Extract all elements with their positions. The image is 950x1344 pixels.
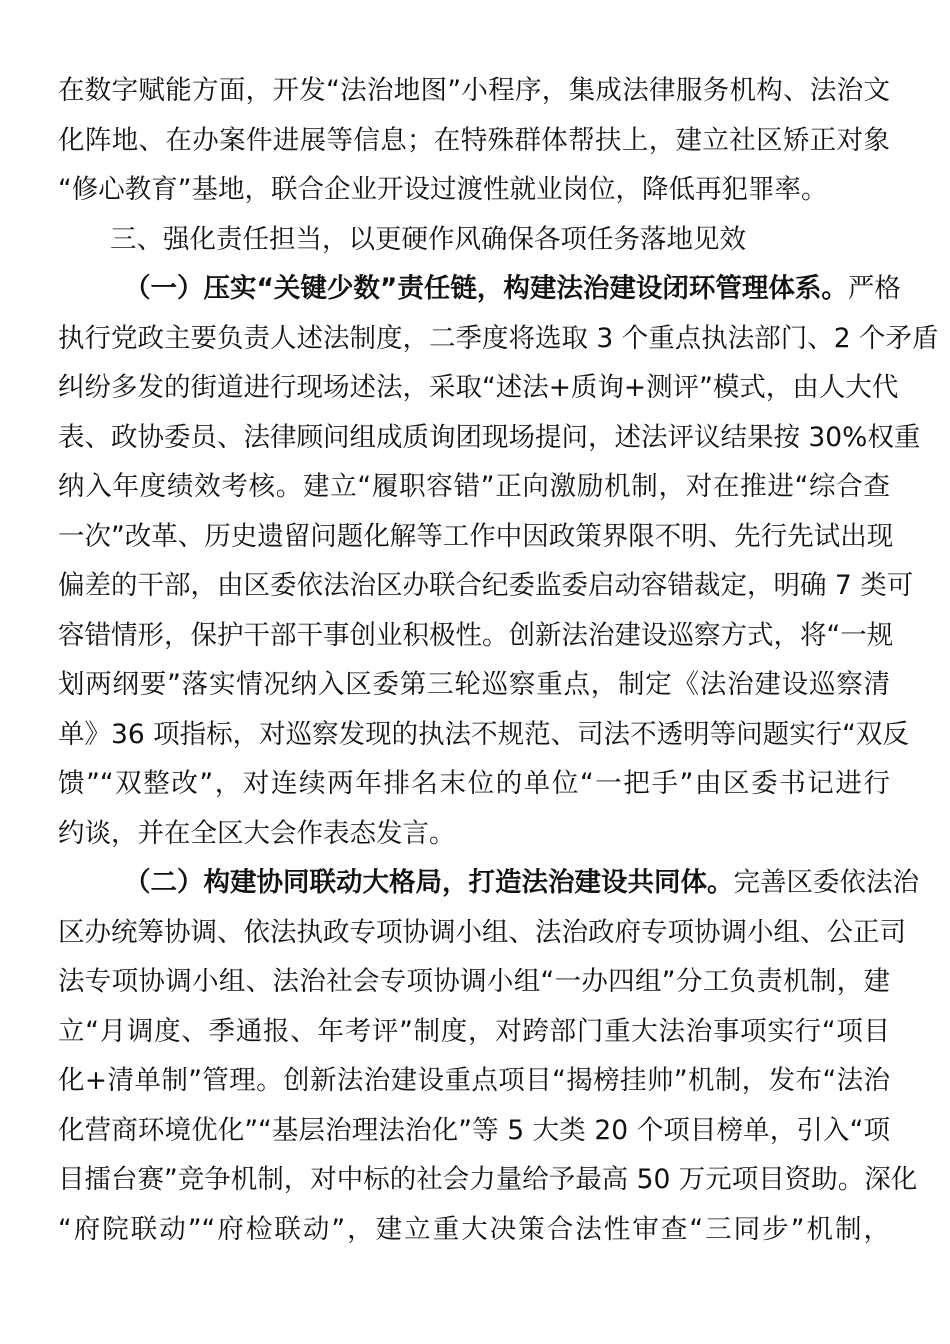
body-line: 划两纲要”落实情况纳入区委第三轮巡察重点，制定《法治建设巡察清 <box>58 669 890 700</box>
body-line: 立“月调度、季通报、年考评”制度，对跨部门重大法治事项实行“项目 <box>58 1015 890 1047</box>
body-line: 目擂台赛”竞争机制，对中标的社会力量给予最高 50 万元项目资助。深化 <box>58 1164 918 1195</box>
body-line: 化阵地、在办案件进展等信息；在特殊群体帮扶上，建立社区矫正对象 <box>58 124 890 156</box>
body-line: 单》36 项指标，对巡察发现的执法不规范、司法不透明等问题实行“双反 <box>58 718 909 750</box>
body-line: 纠纷多发的街道进行现场述法，采取“述法+质询+测评”模式，由人大代 <box>58 372 899 403</box>
subsection-line <box>58 264 901 314</box>
body-line: 馈”“双整改”，对连续两年排名末位的单位“一把手”由区委书记进行 <box>58 768 890 799</box>
body-line: 在数字赋能方面，开发“法治地图”小程序，集成法律服务机构、法治文 <box>58 75 890 106</box>
body-line: 容错情形，保护干部干事创业积极性。创新法治建设巡察方式，将“一规 <box>58 619 894 651</box>
subsection-line <box>58 858 919 908</box>
body-line: 执行党政主要负责人述法制度，二季度将选取 3 个重点执法部门、2 个矛盾 <box>58 322 939 354</box>
body-line: 约谈，并在全区大会作表态发言。 <box>58 817 456 849</box>
body-line: 化+清单制”管理。创新法治建设重点项目“揭榜挂帅”机制，发布“法治 <box>58 1065 890 1096</box>
body-line: 化营商环境优化”“基层治理法治化”等 5 大类 20 个项目榜单，引入“项 <box>58 1114 890 1146</box>
body-line: 纳入年度绩效考核。建立“履职容错”正向激励机制，对在推进“综合查 <box>58 471 890 502</box>
body-line: 区办统筹协调、依法执政专项协调小组、法治政府专项协调小组、公正司 <box>58 916 906 948</box>
section-heading: 三、强化责任担当，以更硬作风确保各项任务落地见效 <box>110 223 746 255</box>
body-line: 法专项协调小组、法治社会专项协调小组“一办四组”分工负责机制，建 <box>58 966 890 997</box>
body-line: “修心教育”基地，联合企业开设过渡性就业岗位，降低再犯罪率。 <box>58 174 828 205</box>
body-line: 偏差的干部，由区委依法治区办联合纪委监委启动容错裁定，明确 7 类可 <box>58 570 914 601</box>
body-line: 表、政协委员、法律顾问组成质询团现场提问，述法评议结果按 30%权重 <box>58 421 921 453</box>
document-body <box>58 66 939 1254</box>
body-line: “府院联动”“府检联动”，建立重大决策合法性审查“三同步”机制， <box>58 1213 890 1245</box>
subsection-heading-2: （二）构建协同联动大格局，打造法治建设共同体。 <box>124 867 734 898</box>
body-text: 完善区委依法治 <box>733 867 919 898</box>
body-text: 严格 <box>847 273 901 304</box>
subsection-heading-1: （一）压实“关键少数”责任链，构建法治建设闭环管理体系。 <box>124 273 848 304</box>
body-line: 一次”改革、历史遗留问题化解等工作中因政策界限不明、先行先试出现 <box>58 520 894 552</box>
